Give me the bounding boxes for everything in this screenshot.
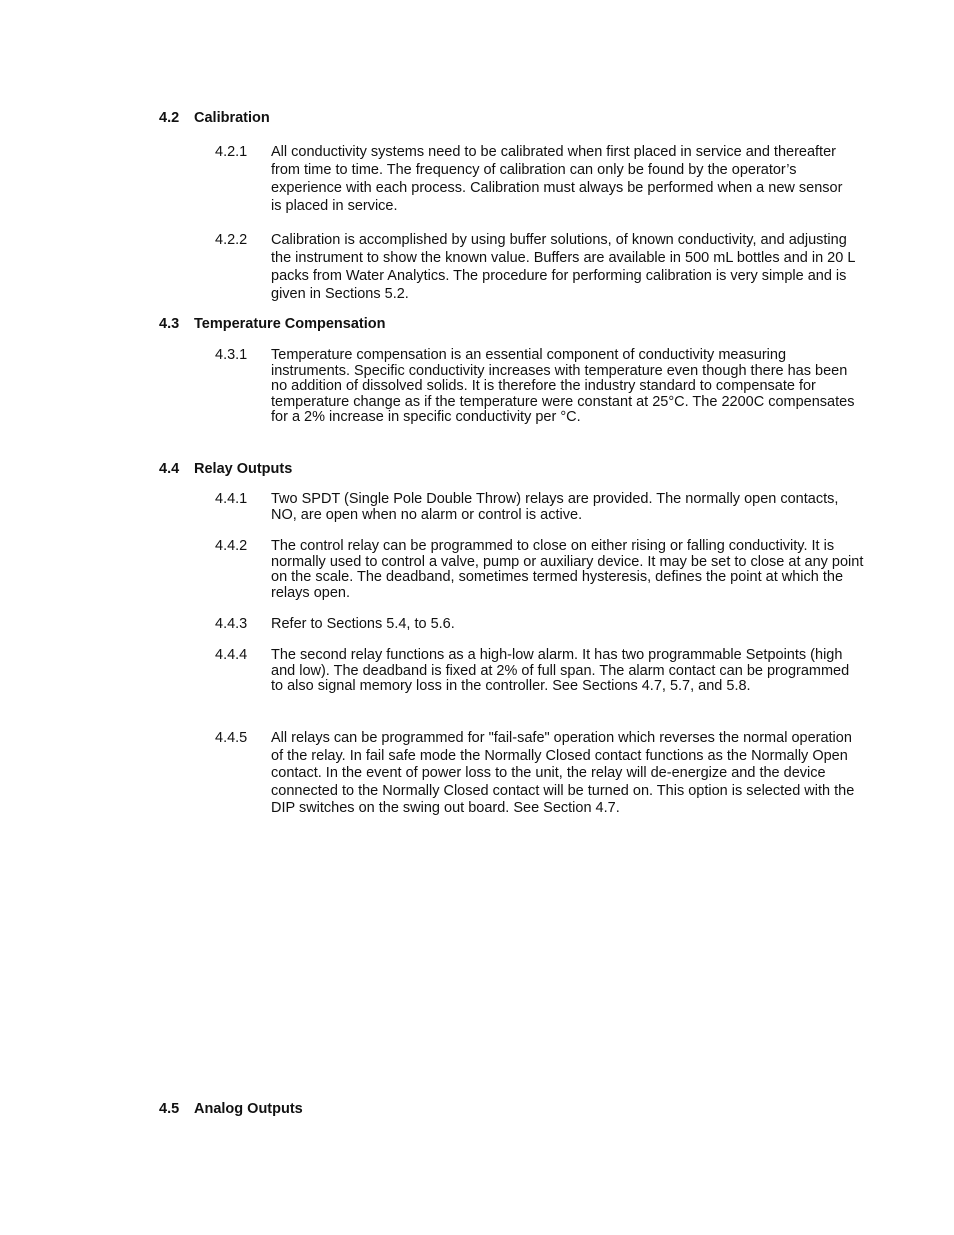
section-title: Relay Outputs (194, 461, 293, 477)
paragraph-text: All conductivity systems need to be calibrated when first placed in service and thereafter from time to time. The frequency of calibration can only be found by the operator’s experience with each process. Calibration must always be performed when a new sensor is placed in service. (271, 144, 843, 214)
section-number: 4.2 (159, 110, 180, 126)
paragraph-4-2-1 (215, 143, 855, 215)
section-title: Calibration (194, 110, 270, 126)
paragraph-text: Two SPDT (Single Pole Double Throw) relays are provided. The normally open contacts, NO, are open when no alarm or control is active. (271, 491, 839, 523)
section-heading-analog-outputs (159, 1100, 303, 1118)
section-number: 4.4 (159, 461, 180, 477)
paragraph-4-4-3 (215, 617, 855, 633)
paragraph-number: 4.2.2 (215, 232, 248, 248)
paragraph-4-3-1 (215, 348, 855, 426)
paragraph-number: 4.3.1 (215, 347, 248, 363)
section-heading-calibration (159, 109, 270, 127)
paragraph-4-4-5 (215, 730, 855, 818)
paragraph-number: 4.4.2 (215, 538, 248, 554)
paragraph-number: 4.4.3 (215, 616, 248, 632)
section-title: Analog Outputs (194, 1101, 303, 1117)
section-number: 4.5 (159, 1101, 180, 1117)
paragraph-text: Refer to Sections 5.4, to 5.6. (271, 616, 455, 632)
paragraph-4-4-2 (215, 539, 875, 601)
paragraph-text: The second relay functions as a high-low alarm. It has two programmable Setpoints (high and low). The deadband is fixed at 2% of full span. The alarm contact can be programmed to also signal memory loss in the controller. See Sections 4.7, 5.7, and 5.8. (271, 647, 850, 694)
paragraph-number: 4.4.5 (215, 730, 248, 746)
paragraph-text: Temperature compensation is an essential component of conductivity measuring instruments. Specific conductivity increases with temperature even though there has been no addition of dissolved solids. It is therefore the industry standard to compensate for temperature change as if the temperature were constant at 25°C. The 2200C compensates for a 2% increase in specific conductivity per °C. (271, 347, 855, 425)
section-number: 4.3 (159, 316, 180, 332)
paragraph-number: 4.2.1 (215, 144, 248, 160)
paragraph-4-2-2 (215, 231, 855, 303)
paragraph-text: Calibration is accomplished by using buffer solutions, of known conductivity, and adjusting the instrument to show the known value. Buffers are available in 500 mL bottles and in 20 L packs from Water Analytics. The procedure for performing calibration is very simple and is given in Sections 5.2. (271, 232, 855, 302)
paragraph-number: 4.4.4 (215, 647, 248, 663)
paragraph-text: All relays can be programmed for "fail-safe" operation which reverses the normal operation of the relay. In fail safe mode the Normally Closed contact functions as the Normally Open contact. In the event of power loss to the unit, the relay will de-energize and the device connected to the Normally Closed contact will be turned on. This option is selected with the DIP switches on the swing out board. See Section 4.7. (271, 730, 855, 817)
section-heading-temperature-compensation (159, 315, 386, 333)
section-heading-relay-outputs (159, 460, 292, 478)
paragraph-text: The control relay can be programmed to close on either rising or falling conductivity. It is normally used to control a valve, pump or auxiliary device. It may be set to close at any point on the scale. The deadband, sometimes termed hysteresis, defines the point at which the relays open. (271, 538, 864, 601)
paragraph-number: 4.4.1 (215, 491, 248, 507)
paragraph-4-4-4 (215, 648, 855, 695)
section-title: Temperature Compensation (194, 316, 386, 332)
paragraph-4-4-1 (215, 492, 855, 523)
